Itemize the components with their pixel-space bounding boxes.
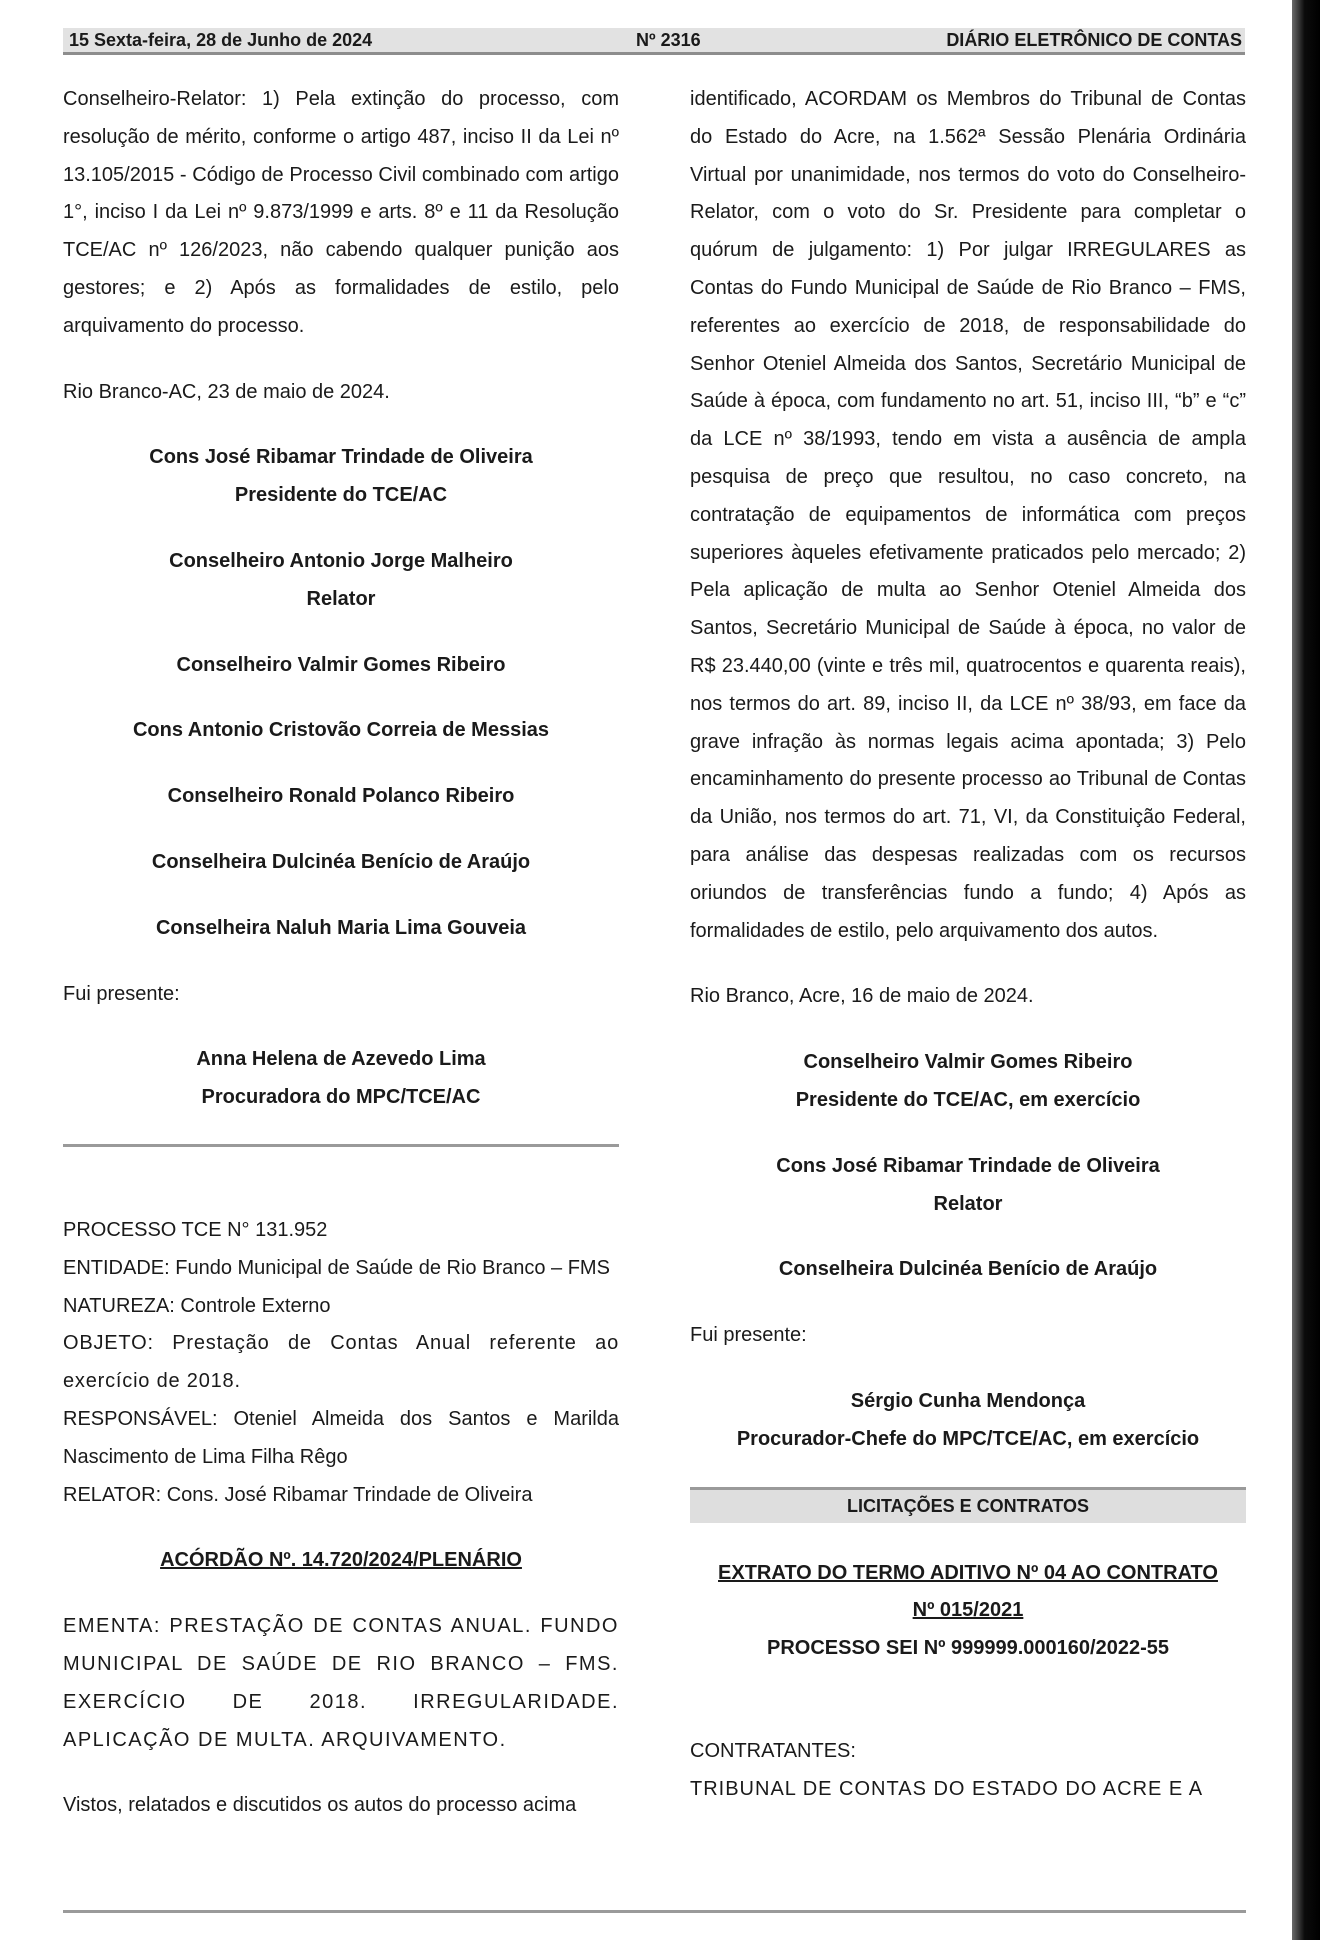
signature-block [690, 1251, 1246, 1289]
relator-field: RELATOR: Cons. José Ribamar Trindade de Oliveira [63, 1483, 533, 1506]
signatory-name: Conselheira Naluh Maria Lima Gouveia [155, 916, 527, 939]
intro-paragraph: Conselheiro-Relator: 1) Pela extinção do processo, com resolução de mérito, conforme o artigo 487, inciso II da Lei nº 13.105/2015 - Código de Processo Civil combinado com artigo 1°, inciso I da Lei nº 9.873/1999 e arts. 8º e 11 da Resolução TCE/AC nº 126/2023, não cabendo qualquer punição aos gestores; e 2) Após as formalidades de estilo, pelo arquivamento do processo. [63, 88, 619, 337]
signatory-role: Relator [933, 1192, 1003, 1215]
signatory-name: Conselheira Dulcinéa Benício de Araújo [151, 850, 531, 873]
publication-title: DIÁRIO ELETRÔNICO DE CONTAS [946, 30, 1242, 50]
natureza-field: NATUREZA: Controle Externo [63, 1294, 331, 1317]
edition-number: Nº 2316 [636, 30, 701, 50]
processo-field: PROCESSO TCE N° 131.952 [63, 1218, 328, 1241]
fui-presente-label: Fui presente: [63, 982, 180, 1005]
signature-block [63, 439, 619, 515]
signatory-name: Conselheiro Valmir Gomes Ribeiro [176, 653, 506, 676]
signatory-name: Cons José Ribamar Trindade de Oliveira [149, 446, 533, 469]
signatory-name: Cons José Ribamar Trindade de Oliveira [776, 1154, 1160, 1177]
procurador-name: Sérgio Cunha Mendonça [850, 1389, 1086, 1412]
date-line: Rio Branco-AC, 23 de maio de 2024. [63, 380, 390, 403]
procurador-role: Procuradora do MPC/TCE/AC [201, 1086, 481, 1109]
signature-block [63, 844, 619, 882]
signature-block [690, 1148, 1246, 1224]
signatory-name: Conselheiro Valmir Gomes Ribeiro [803, 1051, 1133, 1074]
date-line: Rio Branco, Acre, 16 de maio de 2024. [690, 985, 1034, 1008]
fui-presente-label: Fui presente: [690, 1324, 807, 1347]
responsavel-field: RESPONSÁVEL: Oteniel Almeida dos Santos e Marilda Nascimento de Lima Filha Rêgo [63, 1407, 619, 1468]
contratantes-value: TRIBUNAL DE CONTAS DO ESTADO DO ACRE E A [690, 1777, 1204, 1800]
procurador-signature [63, 1041, 619, 1117]
extrato-title-line2: Nº 015/2021 [912, 1599, 1024, 1622]
contratantes-label: CONTRATANTES: [690, 1739, 856, 1762]
right-column [690, 81, 1246, 1808]
entidade-field: ENTIDADE: Fundo Municipal de Saúde de Rio Branco – FMS [63, 1256, 610, 1279]
signatory-role: Presidente do TCE/AC, em exercício [795, 1088, 1141, 1111]
processo-sei: PROCESSO SEI Nº 999999.000160/2022-55 [766, 1637, 1169, 1660]
signatory-role: Presidente do TCE/AC [234, 484, 448, 507]
objeto-field: OBJETO: Prestação de Contas Anual referente ao exercício de 2018. [63, 1332, 619, 1393]
procurador-signature [690, 1383, 1246, 1459]
signatory-name: Conselheira Dulcinéa Benício de Araújo [778, 1258, 1158, 1281]
signatory-name: Cons Antonio Cristovão Correia de Messias [132, 719, 549, 742]
page-edge-shadow [1292, 0, 1320, 1940]
page-number-date: 15 Sexta-feira, 28 de Junho de 2024 [69, 30, 373, 50]
signature-block [690, 1044, 1246, 1120]
ementa-text: EMENTA: PRESTAÇÃO DE CONTAS ANUAL. FUNDO MUNICIPAL DE SAÚDE DE RIO BRANCO – FMS. EXERCÍCIO DE 2018. IRREGULARIDADE. APLICAÇÃO DE MULTA. ARQUIVAMENTO. [63, 1615, 619, 1751]
signature-block [63, 778, 619, 816]
signature-block [63, 543, 619, 619]
procurador-role: Procurador-Chefe do MPC/TCE/AC, em exercício [736, 1427, 1200, 1450]
section-header-licitacoes: LICITAÇÕES E CONTRATOS [690, 1487, 1246, 1523]
procurador-name: Anna Helena de Azevedo Lima [196, 1048, 486, 1071]
signatory-role: Relator [306, 587, 376, 610]
signatory-name: Conselheiro Ronald Polanco Ribeiro [167, 785, 515, 808]
signature-block [63, 910, 619, 948]
left-column [63, 81, 619, 1825]
decision-paragraph: identificado, ACORDAM os Membros do Tribunal de Contas do Estado do Acre, na 1.562ª Sessão Plenária Ordinária Virtual por unanimidade, nos termos do voto do Conselheiro-Relator, com o voto do Sr. Presidente para completar o quórum de julgamento: 1) Por julgar IRREGULARES as Contas do Fundo Municipal de Saúde de Rio Branco – FMS, referentes ao exercício de 2018, de responsabilidade do Senhor Oteniel Almeida dos Santos, Secretário Municipal de Saúde à época, com fundamento no art. 51, inciso III, “b” e “c” da LCE nº 38/1993, tendo em vista a ausência de ampla pesquisa de preço que resultou, no caso concreto, na contratação de equipamentos de informática com preços superiores àqueles efetivamente praticados pelo mercado; 2) Pela aplicação de multa ao Senhor Oteniel Almeida dos Santos, Secretário Municipal de Saúde à época, no valor de R$ 23.440,00 (vinte e três mil, quatrocentos e quarenta reais), nos termos do art. 89, inciso II, da LCE nº 38/93, em face da grave infração às normas legais acima apontada; 3) Pelo encaminhamento do presente processo ao Tribunal de Contas da União, nos termos do art. 71, VI, da Constituição Federal, para análise das despesas realizadas com os recursos oriundos de transferências fundo a fundo; 4) Após as formalidades de estilo, pelo arquivamento dos autos. [690, 88, 1246, 942]
extrato-title-line1: EXTRATO DO TERMO ADITIVO Nº 04 AO CONTRATO [718, 1561, 1218, 1584]
signature-block [63, 712, 619, 750]
acordao-title: ACÓRDÃO Nº. 14.720/2024/PLENÁRIO [160, 1549, 522, 1572]
bottom-divider [63, 1910, 1246, 1913]
signatory-name: Conselheiro Antonio Jorge Malheiro [169, 549, 513, 572]
vistos-paragraph: Vistos, relatados e discutidos os autos do processo acima [63, 1794, 577, 1817]
signature-block [63, 647, 619, 685]
page-header [63, 28, 1245, 55]
